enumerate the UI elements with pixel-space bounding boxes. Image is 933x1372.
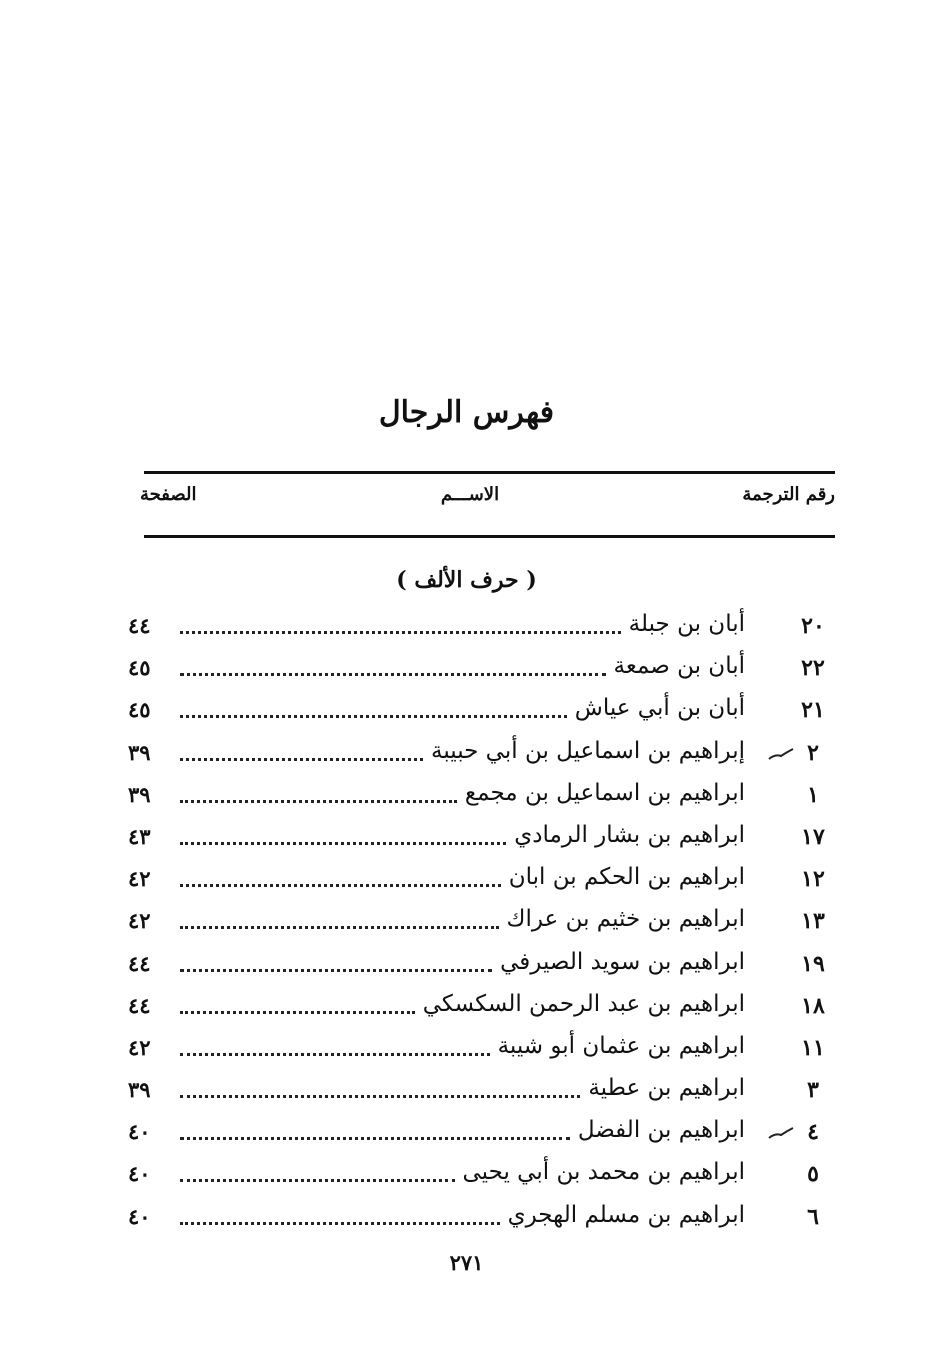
index-entry xyxy=(0,860,933,902)
entry-number: ٢٢ xyxy=(801,655,825,682)
entry-page: ٤٢ xyxy=(128,1034,151,1060)
entry-page: ٤٥ xyxy=(128,655,151,681)
page-number: ٢٧١ xyxy=(449,1250,484,1275)
entry-number: ١٩ xyxy=(801,950,825,977)
entry-name: ابراهيم بن اسماعيل بن مجمع xyxy=(464,779,745,806)
entry-number: ١٨ xyxy=(801,992,825,1019)
index-entry xyxy=(0,1113,933,1155)
index-entry xyxy=(0,987,933,1029)
entry-number: ٤ xyxy=(807,1119,819,1146)
entry-page: ٤٤ xyxy=(128,950,151,976)
header-bottom-rule xyxy=(144,535,835,538)
dot-leader xyxy=(180,926,499,929)
entry-number: ١٧ xyxy=(801,823,825,850)
index-entry xyxy=(0,734,933,776)
entry-page: ٤٠ xyxy=(128,1203,151,1229)
dot-leader xyxy=(180,758,423,761)
entry-name: ابراهيم بن الفضل xyxy=(577,1117,745,1144)
index-entry xyxy=(0,1029,933,1071)
entry-name: ابراهيم بن عثمان أبو شيبة xyxy=(497,1032,745,1059)
check-mark-icon xyxy=(767,746,795,762)
dot-leader xyxy=(180,631,621,634)
entry-number: ٣ xyxy=(807,1077,819,1104)
entry-page: ٤٥ xyxy=(128,697,151,723)
dot-leader xyxy=(180,1137,570,1140)
entry-name: ابراهيم بن سويد الصيرفي xyxy=(500,948,745,975)
index-entry xyxy=(0,1198,933,1240)
entry-number: ١١ xyxy=(801,1034,825,1061)
index-entry xyxy=(0,691,933,733)
entry-number: ٢٠ xyxy=(801,613,825,639)
entry-name: ابراهيم بن بشار الرمادي xyxy=(514,821,745,848)
dot-leader xyxy=(180,884,501,887)
dot-leader xyxy=(180,842,506,845)
index-entry xyxy=(0,818,933,860)
entry-page: ٤٢ xyxy=(128,908,151,934)
column-header-entry-number: رقم الترجمة xyxy=(742,484,835,505)
entry-name: ابراهيم بن عبد الرحمن السكسكي xyxy=(422,990,745,1017)
index-entry xyxy=(0,902,933,944)
entry-number: ٢ xyxy=(807,739,819,766)
entry-name: ابراهيم بن خثيم بن عراك xyxy=(506,906,745,933)
index-entry-list xyxy=(0,607,933,1240)
entry-name: ابراهيم بن الحكم بن ابان xyxy=(508,864,745,891)
column-header-page: الصفحة xyxy=(140,484,197,505)
entry-page: ٤٠ xyxy=(128,1119,151,1145)
index-entry xyxy=(0,649,933,691)
entry-page: ٣٩ xyxy=(128,739,151,765)
index-entry xyxy=(0,945,933,987)
index-entry xyxy=(0,776,933,818)
dot-leader xyxy=(180,1179,455,1182)
entry-name: أبان بن أبي عياش xyxy=(574,695,745,722)
entry-page: ٤٠ xyxy=(128,1161,151,1187)
dot-leader xyxy=(180,1011,415,1014)
entry-page: ٣٩ xyxy=(128,781,151,807)
dot-leader xyxy=(180,715,567,718)
entry-page: ٤٤ xyxy=(128,992,151,1018)
dot-leader xyxy=(180,1095,580,1098)
entry-number: ١٣ xyxy=(801,908,825,935)
column-header-name: الاســـم xyxy=(440,484,500,505)
index-entry xyxy=(0,1155,933,1197)
entry-name: أبان بن صمعة xyxy=(613,653,745,680)
entry-page: ٤٢ xyxy=(128,866,151,892)
index-entry xyxy=(0,1071,933,1113)
entry-number: ٢١ xyxy=(801,697,825,724)
section-heading: ( حرف الألف ) xyxy=(396,567,537,593)
entry-number: ٥ xyxy=(807,1161,819,1188)
dot-leader xyxy=(180,800,457,803)
entry-name: أبان بن جبلة xyxy=(628,611,745,637)
dot-leader xyxy=(180,1222,500,1225)
header-top-rule xyxy=(144,471,835,474)
dot-leader xyxy=(180,969,492,972)
entry-number: ١٢ xyxy=(801,866,825,893)
index-entry xyxy=(0,607,933,649)
entry-name: إبراهيم بن اسماعيل بن أبي حبيبة xyxy=(430,737,745,764)
entry-name: ابراهيم بن عطية xyxy=(588,1075,745,1102)
dot-leader xyxy=(180,1053,490,1056)
entry-name: ابراهيم بن مسلم الهجري xyxy=(507,1201,745,1228)
entry-page: ٤٤ xyxy=(128,613,151,638)
entry-page: ٤٣ xyxy=(128,823,151,849)
check-mark-icon xyxy=(767,1125,795,1141)
entry-number: ٦ xyxy=(807,1203,819,1230)
entry-page: ٣٩ xyxy=(128,1077,151,1103)
entry-number: ١ xyxy=(807,781,819,808)
index-title: فهرس الرجال xyxy=(378,395,555,430)
entry-name: ابراهيم بن محمد بن أبي يحيى xyxy=(462,1159,745,1186)
dot-leader xyxy=(180,673,606,676)
